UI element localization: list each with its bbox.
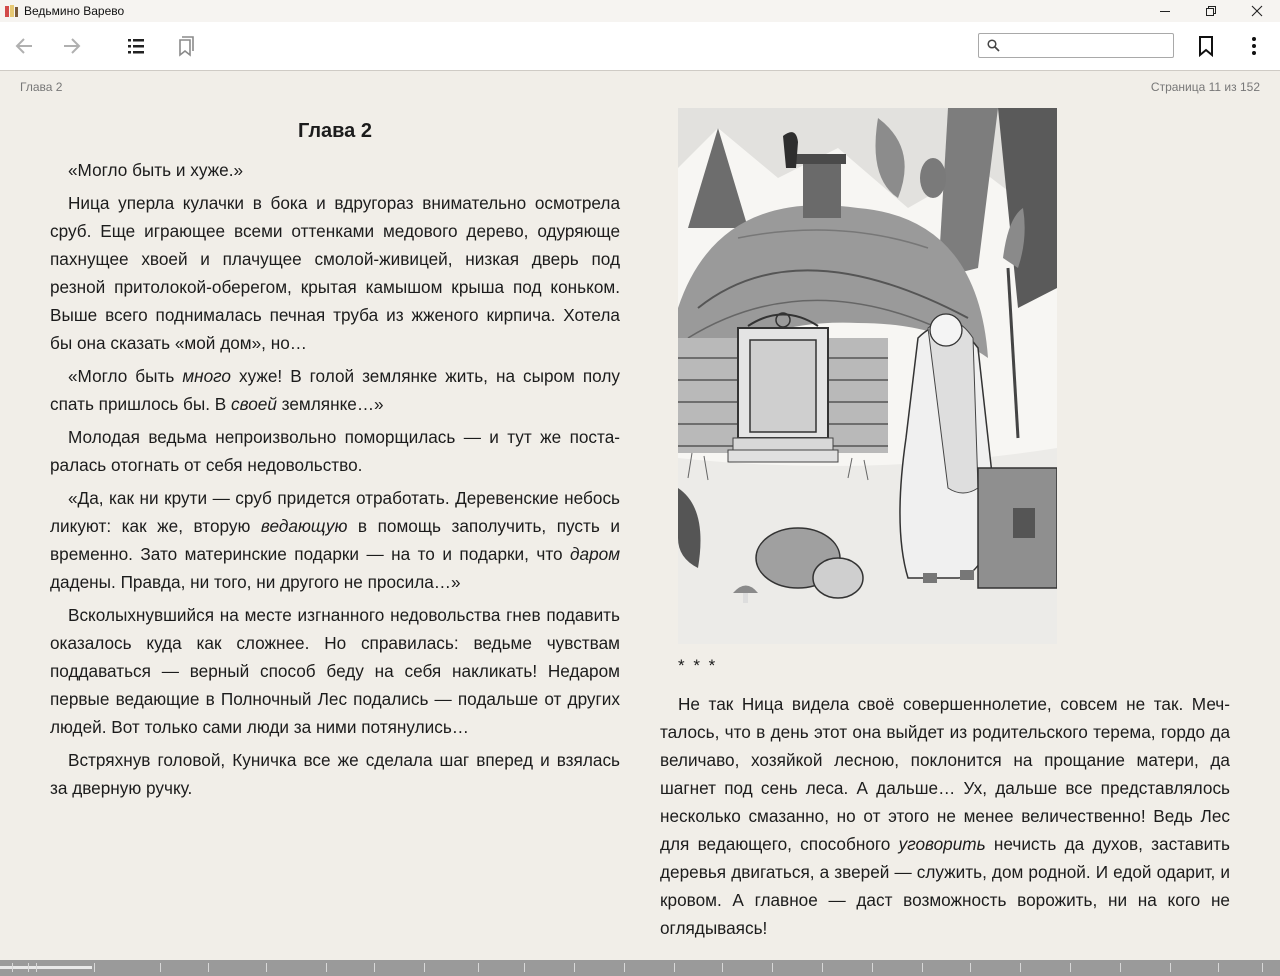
chapter-illustration xyxy=(678,108,1057,644)
minimize-button[interactable] xyxy=(1142,0,1188,22)
current-chapter-label: Глава 2 xyxy=(20,80,63,94)
chapter-tick[interactable] xyxy=(970,963,971,972)
restore-icon xyxy=(1205,5,1217,17)
chapter-tick[interactable] xyxy=(922,963,923,972)
close-icon xyxy=(1251,5,1263,17)
paragraph: «Могло быть и хуже.» xyxy=(68,160,244,180)
bookmarks-list-button[interactable] xyxy=(171,32,199,60)
paragraph: Ница уперла кулачки в бока и вдругораз внимательно осмотрела сруб. Еще играющее всеми оттенками медового дерево, одуряюще пахнущее хвоей и плачущее смолой-живицей, низкая дверь под резной притолокой-оберегом, крытая камышом крыша под коньком. Выше всего поднималась печная труба из жженого кирпича. Хотела бы она сказать «мой дом», но… xyxy=(50,193,620,353)
chapter-tick[interactable] xyxy=(1020,963,1021,972)
search-input[interactable] xyxy=(1005,36,1169,57)
bookmarks-list-icon xyxy=(174,35,196,57)
arrow-left-icon xyxy=(13,35,35,57)
chapter-tick[interactable] xyxy=(478,963,479,972)
paragraph: Всколыхнувшийся на месте изгнанного недовольства гнев подавить оказалось куда как сложнее. Но справилась: ведьме чувствам поддаваться — верный способ беду на себя накликать! Недаром первые ведающие в Полночный Лес подались — подальше от других людей. Вот только сами люди за ними потянулись… xyxy=(50,605,620,737)
chapter-tick[interactable] xyxy=(160,963,161,972)
hut-and-witch-illustration xyxy=(678,108,1057,644)
chapter-tick[interactable] xyxy=(424,963,425,972)
table-of-contents-button[interactable] xyxy=(123,32,151,60)
bookmark-icon xyxy=(1195,35,1217,57)
paragraph: Не так Ница видела своё совершеннолетие, совсем не так. Мечталось, что в день этот она выйдет из родительского терема, гордо да величаво, хозяйкой лесною, поклонится на прощание матери, да шагнет под сень леса. А дальше… Ух, дальше все представлялось несколько смазанно, но от этого не менее величественно! Ведь Лес для ведающего, способного уговорить нечисть да духов, заставить деревья двигаться, а зверей — служить, дом родной. И едой одарит, и кровом. А главное — даст возможность ворожить, ни на кого не оглядываясь! xyxy=(660,694,1231,938)
chapter-tick[interactable] xyxy=(266,963,267,972)
chapter-tick[interactable] xyxy=(208,963,209,972)
add-bookmark-button[interactable] xyxy=(1192,32,1220,60)
search-icon xyxy=(987,39,1000,52)
more-menu-button[interactable] xyxy=(1240,32,1268,60)
chapter-tick[interactable] xyxy=(12,963,13,972)
chapter-heading: Глава 2 xyxy=(297,120,372,142)
arrow-right-icon xyxy=(61,35,83,57)
chapter-tick[interactable] xyxy=(624,963,625,972)
chapter-tick[interactable] xyxy=(722,963,723,972)
chapter-tick[interactable] xyxy=(1120,963,1121,972)
title-bar xyxy=(0,0,1280,22)
paragraph: «Могло быть много хуже! В голой землянке жить, на сыром полу спать пришлось бы. В своей землянке…» xyxy=(50,366,620,414)
more-vertical-icon xyxy=(1243,35,1265,57)
chapter-tick[interactable] xyxy=(574,963,575,972)
chapter-tick[interactable] xyxy=(94,963,95,972)
back-button[interactable] xyxy=(10,32,38,60)
app-book-icon xyxy=(4,4,18,18)
search-field[interactable] xyxy=(978,33,1174,58)
chapter-tick[interactable] xyxy=(36,963,37,972)
chapter-tick[interactable] xyxy=(374,963,375,972)
chapter-tick[interactable] xyxy=(1218,963,1219,972)
window-title: Ведьмино Варево xyxy=(24,4,125,18)
chapter-tick[interactable] xyxy=(1170,963,1171,972)
left-page-text xyxy=(50,116,620,807)
reading-progress-fill xyxy=(0,966,92,969)
scene-separator: * * * xyxy=(678,656,718,675)
page-navigation-bar[interactable] xyxy=(0,960,1280,976)
chapter-tick[interactable] xyxy=(1070,963,1071,972)
paragraph: Молодая ведьма непроизвольно поморщилась — и тут же постаралась отогнать от себя недовольство. xyxy=(50,427,620,475)
chapter-tick[interactable] xyxy=(524,963,525,972)
forward-button[interactable] xyxy=(58,32,86,60)
chapter-tick[interactable] xyxy=(872,963,873,972)
chapter-tick[interactable] xyxy=(822,963,823,972)
toc-list-icon xyxy=(126,35,148,57)
restore-button[interactable] xyxy=(1188,0,1234,22)
chapter-tick[interactable] xyxy=(326,963,327,972)
close-button[interactable] xyxy=(1234,0,1280,22)
chapter-tick[interactable] xyxy=(772,963,773,972)
toolbar xyxy=(0,22,1280,71)
paragraph: Встряхнув головой, Куничка все же сделала шаг вперед и взялась за дверную ручку. xyxy=(50,750,620,798)
paragraph: «Да, как ни крути — сруб придется отработать. Деревенские небось ликуют: как же, вторую ведающую в помощь заполучить, пусть и временно. Зато материнские подарки — на то и подарки, что даром дадены. Правда, ни того, ни другого не просила…» xyxy=(50,488,620,592)
chapter-tick[interactable] xyxy=(28,963,29,972)
chapter-tick[interactable] xyxy=(674,963,675,972)
right-page-text xyxy=(660,690,1230,947)
chapter-tick[interactable] xyxy=(1262,963,1263,972)
minimize-icon xyxy=(1159,5,1171,17)
page-indicator: Страница 11 из 152 xyxy=(1150,80,1260,94)
